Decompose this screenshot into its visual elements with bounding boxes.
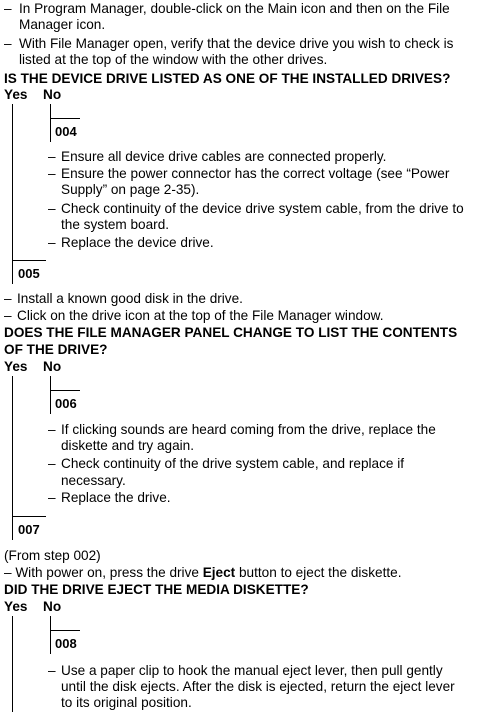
intro-line: With File Manager open, verify that the device drive you wish to check is bbox=[19, 36, 454, 51]
eject-term: Eject bbox=[202, 565, 236, 580]
no-label: No bbox=[43, 599, 62, 614]
no-label: No bbox=[43, 359, 62, 374]
yes-label: Yes bbox=[4, 359, 28, 374]
yes-branch-line bbox=[12, 104, 13, 260]
intro-line: listed at the top of the window with the other drives. bbox=[19, 52, 328, 67]
yes-label: Yes bbox=[4, 599, 28, 614]
yes-label: Yes bbox=[4, 87, 28, 102]
dash: – bbox=[4, 1, 12, 16]
yes-branch-line bbox=[12, 376, 13, 516]
step-number: 007 bbox=[18, 522, 40, 537]
step-number: 005 bbox=[18, 266, 40, 281]
step-number: 004 bbox=[55, 124, 77, 139]
intro-line: In Program Manager, double-click on the Main icon and then on the File bbox=[19, 1, 450, 16]
question-heading: IS THE DEVICE DRIVE LISTED AS ONE OF THE INSTALLED DRIVES? bbox=[4, 71, 451, 86]
no-label: No bbox=[43, 87, 62, 102]
intro-line: Manager icon. bbox=[19, 17, 106, 32]
question-heading: DID THE DRIVE EJECT THE MEDIA DISKETTE? bbox=[4, 582, 309, 597]
no-branch-line bbox=[50, 104, 51, 118]
step-number: 008 bbox=[55, 636, 77, 651]
step-number: 006 bbox=[55, 396, 77, 411]
from-step-note: (From step 002) bbox=[4, 548, 101, 563]
no-branch-line bbox=[50, 616, 51, 630]
dash: – bbox=[4, 565, 12, 580]
step-007-line: – With power on, press the drive Eject button to eject the diskette. bbox=[4, 565, 402, 580]
no-branch-line bbox=[50, 376, 51, 390]
question-heading: OF THE DRIVE? bbox=[4, 342, 108, 357]
yes-branch-line bbox=[12, 616, 13, 712]
question-heading: DOES THE FILE MANAGER PANEL CHANGE TO LIST THE CONTENTS bbox=[4, 325, 458, 340]
dash: – bbox=[4, 36, 12, 51]
